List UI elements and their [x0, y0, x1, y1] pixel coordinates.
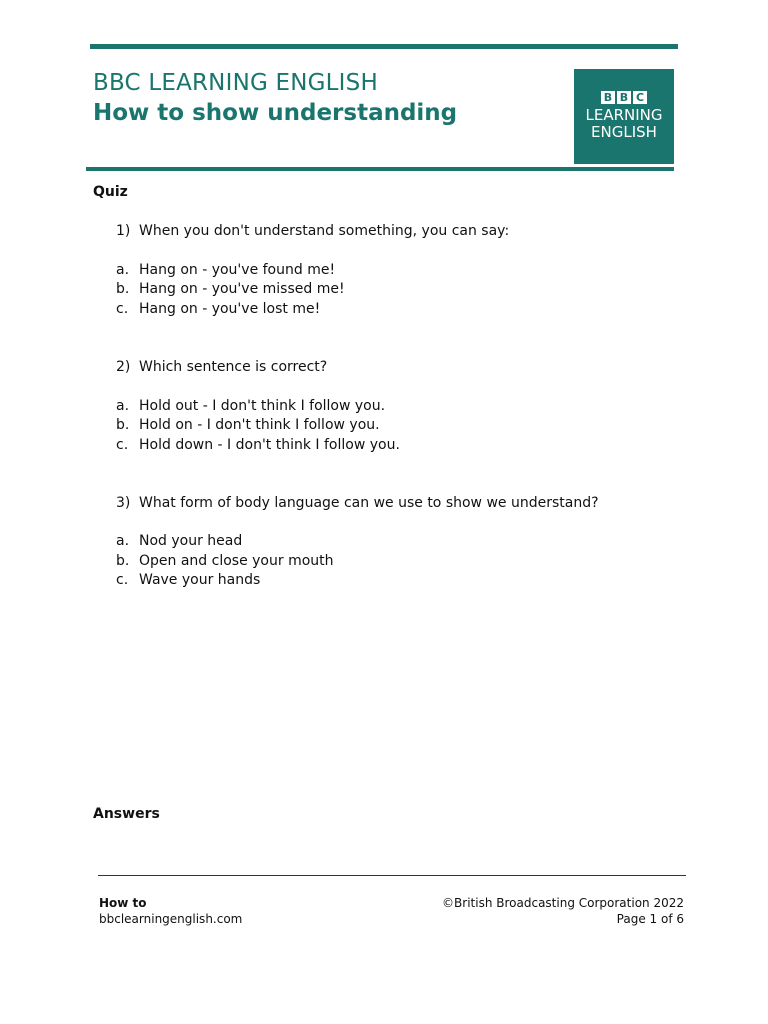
option-letter: b.	[116, 553, 130, 569]
option-text: Hold on - I don't think I follow you.	[139, 417, 380, 433]
question-3	[116, 495, 599, 511]
option-2a	[116, 398, 385, 414]
quiz-heading: Quiz	[93, 184, 128, 200]
question-number: 3)	[116, 495, 131, 511]
option-text: Nod your head	[139, 533, 243, 549]
question-number: 1)	[116, 223, 131, 239]
header-bottom-rule	[86, 167, 674, 171]
option-letter: a.	[116, 533, 130, 549]
option-1a	[116, 262, 335, 278]
option-3a	[116, 533, 242, 549]
bbc-blocks	[601, 91, 647, 104]
footer-page-number: Page 1 of 6	[616, 912, 684, 926]
option-text: Wave your hands	[139, 572, 261, 588]
answers-heading: Answers	[93, 806, 160, 822]
header-top-rule	[90, 44, 678, 49]
option-letter: c.	[116, 437, 129, 453]
bbc-learning-english-logo	[574, 69, 674, 164]
logo-line-english: ENGLISH	[591, 123, 657, 141]
option-text: Hold down - I don't think I follow you.	[139, 437, 400, 453]
option-text: Hang on - you've lost me!	[139, 301, 321, 317]
logo-letter: B	[601, 91, 615, 104]
option-text: Open and close your mouth	[139, 553, 334, 569]
logo-letter: B	[617, 91, 631, 104]
logo-letter: C	[633, 91, 647, 104]
option-text: Hang on - you've found me!	[139, 262, 336, 278]
footer-series: How to	[99, 896, 147, 910]
option-letter: b.	[116, 417, 130, 433]
question-1	[116, 223, 509, 239]
footer-rule	[98, 875, 686, 876]
question-2	[116, 359, 327, 375]
brand-name: BBC LEARNING ENGLISH	[93, 70, 378, 96]
option-text: Hold out - I don't think I follow you.	[139, 398, 386, 414]
question-text: When you don't understand something, you can say:	[139, 223, 510, 239]
option-letter: b.	[116, 281, 130, 297]
option-1b	[116, 281, 345, 297]
page-title: How to show understanding	[93, 100, 458, 126]
option-text: Hang on - you've missed me!	[139, 281, 345, 297]
question-text: Which sentence is correct?	[139, 359, 328, 375]
question-number: 2)	[116, 359, 131, 375]
option-letter: c.	[116, 301, 129, 317]
option-letter: a.	[116, 398, 130, 414]
question-text: What form of body language can we use to show we understand?	[139, 495, 599, 511]
option-3b	[116, 553, 334, 569]
option-letter: c.	[116, 572, 129, 588]
option-2b	[116, 417, 380, 433]
option-3c	[116, 572, 260, 588]
option-2c	[116, 437, 400, 453]
option-1c	[116, 301, 320, 317]
option-letter: a.	[116, 262, 130, 278]
footer-copyright: ©British Broadcasting Corporation 2022	[442, 896, 684, 910]
footer-site-link: bbclearningenglish.com	[99, 912, 243, 926]
logo-line-learning: LEARNING	[585, 106, 663, 124]
